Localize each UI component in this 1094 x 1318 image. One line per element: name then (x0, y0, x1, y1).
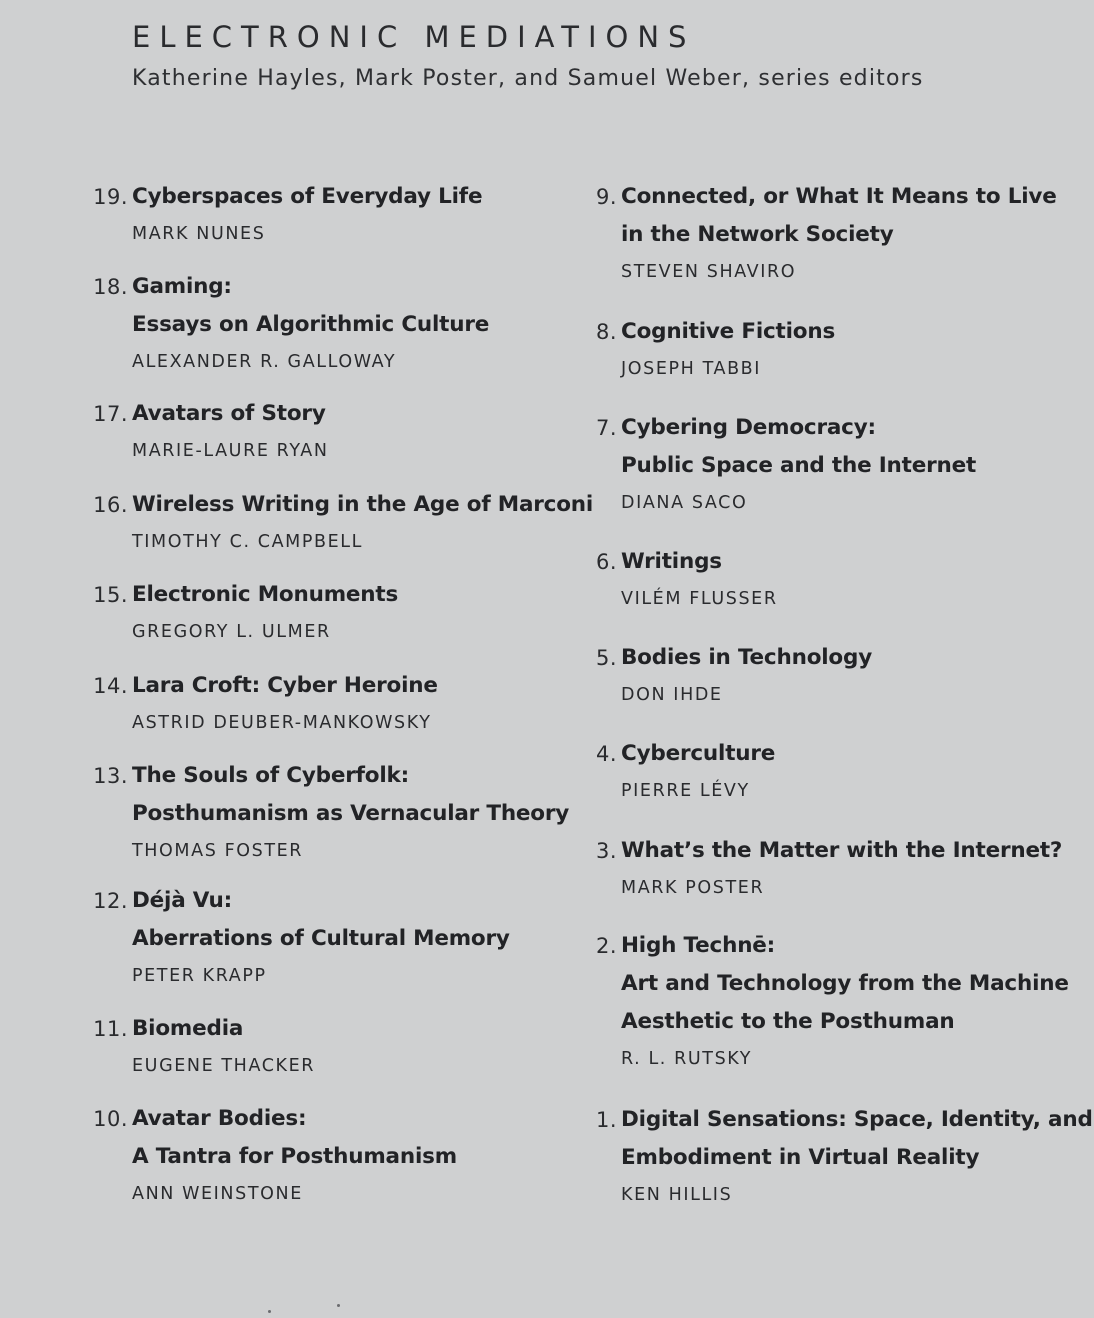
book-author: STEVEN SHAVIRO (621, 262, 797, 282)
book-title: Cyberculture (621, 741, 776, 766)
book-author: DIANA SACO (621, 493, 748, 513)
book-author: VILÉM FLUSSER (621, 589, 778, 609)
book-number: 8. (595, 320, 617, 344)
book-author: PIERRE LÉVY (621, 781, 750, 801)
book-author: KEN HILLIS (621, 1185, 733, 1205)
book-author: MARIE-LAURE RYAN (132, 441, 329, 461)
book-number: 16. (93, 493, 128, 517)
book-number: 5. (595, 646, 617, 670)
book-title: Writings (621, 549, 722, 574)
book-subtitle: A Tantra for Posthumanism (132, 1144, 457, 1169)
book-subtitle: Art and Technology from the Machine (621, 971, 1069, 996)
book-number: 1. (595, 1108, 617, 1132)
book-number: 12. (93, 889, 128, 913)
book-author: TIMOTHY C. CAMPBELL (132, 532, 363, 552)
book-subtitle: Embodiment in Virtual Reality (621, 1145, 980, 1170)
book-number: 7. (595, 416, 617, 440)
book-number: 15. (93, 583, 128, 607)
book-author: ASTRID DEUBER-MANKOWSKY (132, 713, 432, 733)
book-title: Lara Croft: Cyber Heroine (132, 673, 438, 698)
book-subtitle: Posthumanism as Vernacular Theory (132, 801, 570, 826)
book-title: Gaming: (132, 274, 232, 299)
book-author: DON IHDE (621, 685, 723, 705)
book-number: 9. (595, 185, 617, 209)
book-subtitle: Aberrations of Cultural Memory (132, 926, 510, 951)
book-title: Cybering Democracy: (621, 415, 876, 440)
book-number: 14. (93, 674, 128, 698)
book-author: MARK POSTER (621, 878, 765, 898)
book-number: 11. (93, 1017, 128, 1041)
book-subtitle-continued: Aesthetic to the Posthuman (621, 1009, 955, 1034)
series-title: ELECTRONIC MEDIATIONS (132, 20, 696, 54)
book-title: Digital Sensations: Space, Identity, and (621, 1107, 1093, 1132)
book-title: Electronic Monuments (132, 582, 399, 607)
book-number: 18. (93, 275, 128, 299)
book-title: Biomedia (132, 1016, 244, 1041)
book-title: Déjà Vu: (132, 888, 232, 913)
book-title: Avatars of Story (132, 401, 326, 426)
book-subtitle: Essays on Algorithmic Culture (132, 312, 490, 337)
book-author: ANN WEINSTONE (132, 1184, 303, 1204)
scan-speck (268, 1310, 271, 1313)
book-number: 13. (93, 764, 128, 788)
scan-speck (337, 1304, 340, 1307)
book-author: ALEXANDER R. GALLOWAY (132, 352, 397, 372)
book-title: Cyberspaces of Everyday Life (132, 184, 483, 209)
book-number: 2. (595, 934, 617, 958)
book-author: PETER KRAPP (132, 966, 267, 986)
book-author: GREGORY L. ULMER (132, 622, 331, 642)
book-title: High Technē: (621, 933, 776, 958)
book-subtitle: Public Space and the Internet (621, 453, 977, 478)
book-author: EUGENE THACKER (132, 1056, 316, 1076)
book-author: MARK NUNES (132, 224, 266, 244)
book-number: 17. (93, 402, 128, 426)
book-title: Avatar Bodies: (132, 1106, 307, 1131)
book-title: The Souls of Cyberfolk: (132, 763, 410, 788)
book-number: 19. (93, 185, 128, 209)
book-number: 4. (595, 742, 617, 766)
series-editors: Katherine Hayles, Mark Poster, and Samuel Weber, series editors (132, 66, 924, 91)
book-title: What’s the Matter with the Internet? (621, 838, 1063, 863)
book-author: JOSEPH TABBI (621, 359, 762, 379)
book-number: 6. (595, 550, 617, 574)
book-author: THOMAS FOSTER (132, 841, 304, 861)
book-author: R. L. RUTSKY (621, 1049, 753, 1069)
book-subtitle: in the Network Society (621, 222, 894, 247)
book-number: 10. (93, 1107, 128, 1131)
book-title: Bodies in Technology (621, 645, 873, 670)
book-title: Cognitive Fictions (621, 319, 836, 344)
book-number: 3. (595, 839, 617, 863)
book-title: Connected, or What It Means to Live (621, 184, 1057, 209)
book-title: Wireless Writing in the Age of Marconi (132, 492, 594, 517)
